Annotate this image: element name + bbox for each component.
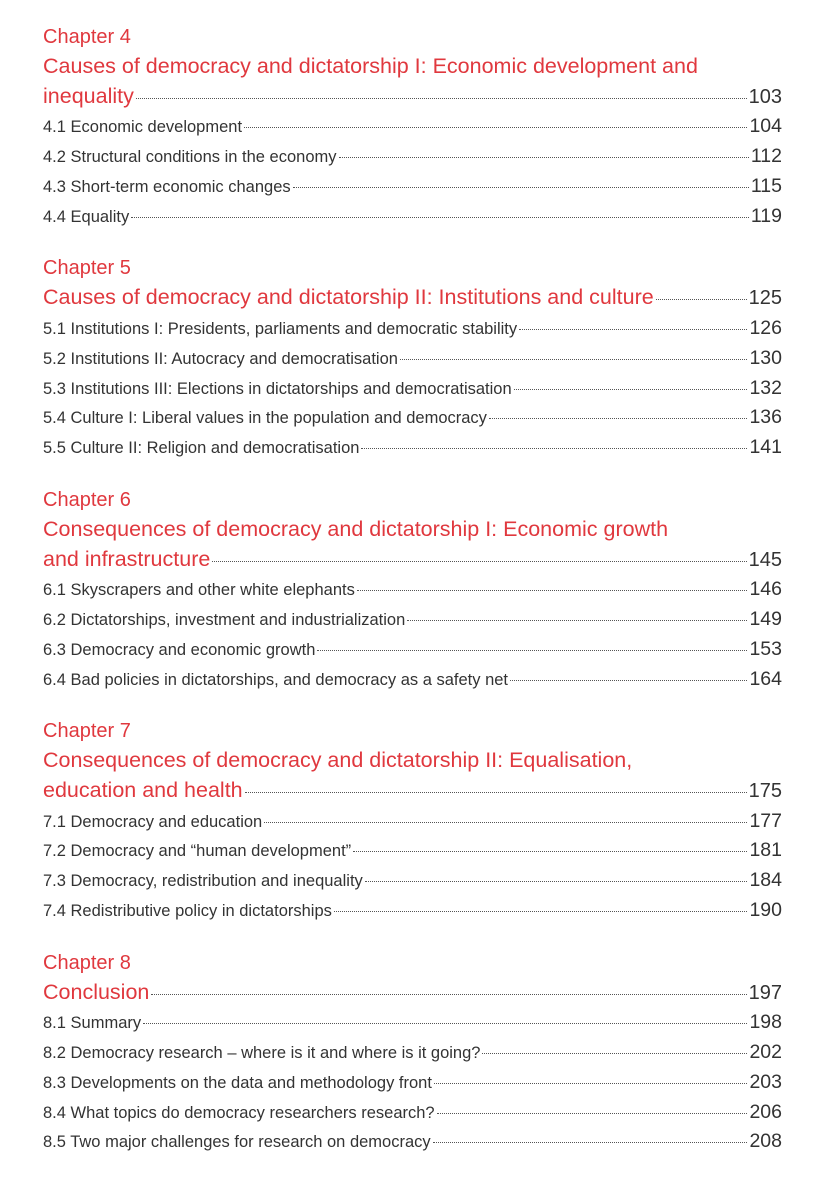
- chapter-label: Chapter 8: [43, 951, 131, 974]
- chapter-label: Chapter 6: [43, 488, 131, 511]
- dot-leader: [656, 299, 747, 300]
- dot-leader: [482, 1053, 747, 1054]
- section-page-number: 198: [749, 1011, 782, 1034]
- chapter-title-link[interactable]: [43, 283, 782, 314]
- section-title: 8.1 Summary: [43, 1014, 142, 1033]
- section-title: 7.2 Democracy and “human development”: [43, 842, 352, 861]
- chapter-title-row: [43, 283, 782, 314]
- section-page-number: 184: [749, 869, 782, 892]
- dot-leader: [433, 1142, 748, 1143]
- dot-leader: [136, 98, 747, 99]
- section-entry[interactable]: [43, 314, 782, 344]
- dot-leader: [264, 822, 747, 823]
- chapter-label: Chapter 5: [43, 257, 131, 280]
- chapter-block: [43, 485, 782, 694]
- section-title: 6.3 Democracy and economic growth: [43, 640, 316, 659]
- chapter-page-number: 197: [748, 981, 782, 1004]
- section-title: 5.3 Institutions III: Elections in dictatorships and democratisation: [43, 379, 512, 398]
- section-title: 8.2 Democracy research – where is it and where is it going?: [43, 1044, 481, 1063]
- chapter-title-link[interactable]: [43, 515, 782, 575]
- chapter-title-text: and infrastructure: [43, 546, 211, 571]
- dot-leader: [434, 1083, 748, 1084]
- section-entry[interactable]: [43, 836, 782, 866]
- dot-leader: [339, 157, 749, 158]
- section-title: 6.2 Dictatorships, investment and industrialization: [43, 610, 406, 629]
- section-title: 5.4 Culture I: Liberal values in the population and democracy: [43, 409, 487, 428]
- dot-leader: [293, 187, 749, 188]
- section-title: 4.2 Structural conditions in the economy: [43, 147, 337, 166]
- section-page-number: 126: [749, 316, 782, 339]
- section-title: 6.4 Bad policies in dictatorships, and democracy as a safety net: [43, 670, 509, 689]
- section-title: 8.4 What topics do democracy researchers research?: [43, 1103, 435, 1122]
- dot-leader: [334, 911, 748, 912]
- dot-leader: [151, 994, 746, 995]
- chapter-title-link[interactable]: [43, 746, 782, 806]
- section-title: 4.4 Equality: [43, 207, 130, 226]
- dot-leader: [317, 650, 747, 651]
- dot-leader: [212, 561, 746, 562]
- section-title: 4.1 Economic development: [43, 118, 243, 137]
- section-entry[interactable]: [43, 1008, 782, 1038]
- section-title: 8.3 Developments on the data and methodology front: [43, 1073, 432, 1092]
- chapter-title-row: [43, 978, 782, 1009]
- dot-leader: [407, 620, 747, 621]
- chapter-title-row: [43, 545, 782, 576]
- section-title: 8.5 Two major challenges for research on democracy: [43, 1133, 431, 1152]
- section-entry[interactable]: [43, 605, 782, 635]
- section-page-number: 149: [749, 607, 782, 630]
- section-entry[interactable]: [43, 1068, 782, 1098]
- section-page-number: 119: [750, 204, 782, 227]
- section-page-number: 136: [749, 406, 782, 429]
- dot-leader: [514, 389, 748, 390]
- section-page-number: 164: [749, 667, 782, 690]
- dot-leader: [143, 1023, 747, 1024]
- dot-leader: [510, 680, 747, 681]
- section-title: 4.3 Short-term economic changes: [43, 177, 291, 196]
- dot-leader: [400, 359, 748, 360]
- section-page-number: 203: [749, 1070, 782, 1093]
- chapter-title-link[interactable]: [43, 52, 782, 112]
- section-entry[interactable]: [43, 1127, 782, 1157]
- chapter-block: [43, 22, 782, 231]
- section-entry[interactable]: [43, 575, 782, 605]
- section-entry[interactable]: [43, 142, 782, 172]
- chapter-page-number: 175: [748, 779, 782, 802]
- section-entry[interactable]: [43, 433, 782, 463]
- section-page-number: 206: [749, 1100, 782, 1123]
- section-page-number: 132: [749, 376, 782, 399]
- chapter-block: [43, 948, 782, 1158]
- section-title: 7.3 Democracy, redistribution and inequality: [43, 872, 363, 891]
- section-title: 7.1 Democracy and education: [43, 812, 263, 831]
- chapter-title-text: education and health: [43, 777, 243, 802]
- section-page-number: 115: [750, 174, 782, 197]
- table-of-contents: [43, 22, 782, 1179]
- section-entry[interactable]: [43, 896, 782, 926]
- section-page-number: 112: [750, 144, 782, 167]
- section-title: 6.1 Skyscrapers and other white elephants: [43, 581, 355, 600]
- section-title: 7.4 Redistributive policy in dictatorships: [43, 901, 332, 920]
- dot-leader: [131, 217, 749, 218]
- dot-leader: [353, 851, 747, 852]
- chapter-page-number: 103: [748, 85, 782, 108]
- chapter-title-text: Causes of democracy and dictatorship II: Institutions and culture: [43, 285, 654, 310]
- chapter-title-row: [43, 82, 782, 113]
- section-entry[interactable]: [43, 866, 782, 896]
- dot-leader: [361, 448, 747, 449]
- section-page-number: 190: [749, 898, 782, 921]
- dot-leader: [489, 418, 748, 419]
- section-entry[interactable]: [43, 374, 782, 404]
- section-title: 5.1 Institutions I: Presidents, parliaments and democratic stability: [43, 319, 518, 338]
- chapter-title-line: Consequences of democracy and dictatorship I: Economic growth: [43, 516, 669, 541]
- section-title: 5.2 Institutions II: Autocracy and democratisation: [43, 349, 398, 368]
- section-page-number: 208: [749, 1130, 782, 1153]
- section-page-number: 146: [749, 578, 782, 601]
- section-entry[interactable]: [43, 202, 782, 232]
- section-entry[interactable]: [43, 172, 782, 202]
- chapter-title-line: Consequences of democracy and dictatorship II: Equalisation,: [43, 748, 633, 773]
- chapter-title-text: Conclusion: [43, 979, 150, 1004]
- section-entry[interactable]: [43, 344, 782, 374]
- dot-leader: [437, 1113, 748, 1114]
- section-entry[interactable]: [43, 1098, 782, 1128]
- chapter-block: [43, 716, 782, 925]
- section-page-number: 181: [749, 839, 782, 862]
- chapter-title-link[interactable]: [43, 978, 782, 1009]
- section-page-number: 104: [749, 115, 782, 138]
- section-page-number: 141: [749, 436, 782, 459]
- chapter-block: [43, 253, 782, 463]
- chapter-title-line: Causes of democracy and dictatorship I: Economic development and: [43, 54, 698, 78]
- chapter-title-text: inequality: [43, 83, 134, 108]
- section-entry[interactable]: [43, 1038, 782, 1068]
- section-title: 5.5 Culture II: Religion and democratisation: [43, 439, 360, 458]
- section-entry[interactable]: [43, 403, 782, 433]
- chapter-title-row: [43, 776, 782, 807]
- section-page-number: 202: [749, 1041, 782, 1064]
- section-page-number: 177: [749, 809, 782, 832]
- chapter-page-number: 145: [748, 548, 782, 571]
- chapter-page-number: 125: [748, 287, 782, 310]
- section-page-number: 153: [749, 637, 782, 660]
- dot-leader: [357, 590, 748, 591]
- section-entry[interactable]: [43, 112, 782, 142]
- chapter-label: Chapter 7: [43, 720, 131, 743]
- chapter-label: Chapter 4: [43, 26, 131, 48]
- section-entry[interactable]: [43, 665, 782, 695]
- dot-leader: [244, 127, 747, 128]
- section-entry[interactable]: [43, 635, 782, 665]
- section-page-number: 130: [749, 346, 782, 369]
- dot-leader: [365, 881, 748, 882]
- section-entry[interactable]: [43, 807, 782, 837]
- dot-leader: [519, 329, 747, 330]
- dot-leader: [245, 792, 747, 793]
